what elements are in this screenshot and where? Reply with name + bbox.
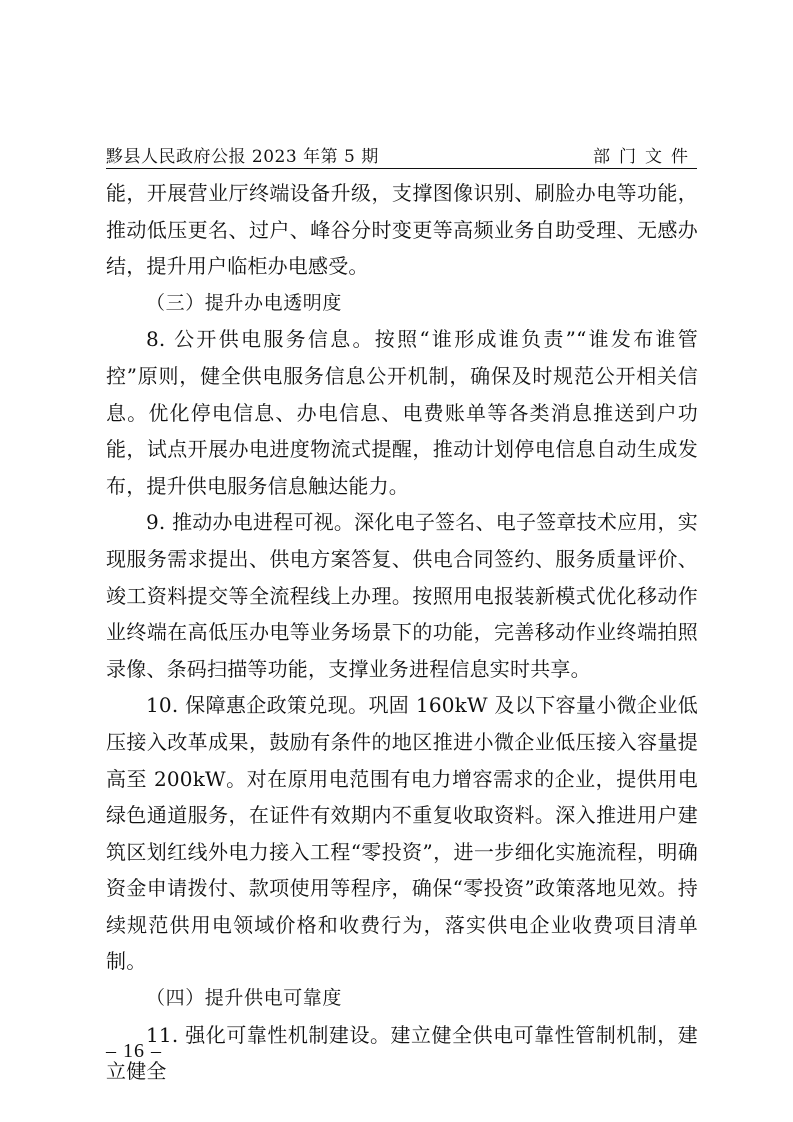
paragraph-item-8: 8. 公开供电服务信息。按照“谁形成谁负责”“谁发布谁管控”原则，健全供电服务信息公开机制，确保及时规范公开相关信息。优化停电信息、办电信息、电费账单等各类消息推送到户功能，试点开展办电进度物流式提醒，推动计划停电信息自动生成发布，提升供电服务信息触达能力。 xyxy=(106,327,698,498)
paragraph-continuation: 能，开展营业厅终端设备升级，支撑图像识别、刷脸办电等功能，推动低压更名、过户、峰谷分时变更等高频业务自助受理、无感办结，提升用户临柜办电感受。 xyxy=(106,181,698,279)
document-body xyxy=(106,175,698,1090)
bulletin-title: 黟县人民政府公报 2023 年第 5 期 xyxy=(106,147,379,167)
page-number: – 16 – xyxy=(106,1040,162,1062)
paragraph-item-11: 11. 强化可靠性机制建设。建立健全供电可靠性管制机制，建立健全 xyxy=(106,1022,698,1084)
paragraph-item-9: 9. 推动办电进程可视。深化电子签名、电子签章技术应用，实现服务需求提出、供电方案答复、供电合同签约、服务质量评价、竣工资料提交等全流程线上办理。按照用电报装新模式优化移动作业终端在高低压办电等业务场景下的功能，完善移动作业终端拍照录像、条码扫描等功能，支撑业务进程信息实时共享。 xyxy=(106,510,698,681)
page-header xyxy=(106,140,697,169)
section-label: 部门文件 xyxy=(593,147,697,167)
section-heading-4: （四）提升供电可靠度 xyxy=(146,987,343,1010)
paragraph-item-10: 10. 保障惠企政策兑现。巩固 160kW 及以下容量小微企业低压接入改革成果，鼓励有条件的地区推进小微企业低压接入容量提高至 200kW。对在原用电范围有电力增容需求的企业，提供用电绿色通道服务，在证件有效期内不重复收取资料。深入推进用户建筑区划红线外电力接入工程“零投资”，进一步细化实施流程，明确资金申请拨付、款项使用等程序，确保“零投资”政策落地见效。持续规范供用电领域价格和收费行为，落实供电企业收费项目清单制。 xyxy=(106,693,698,974)
section-heading-3: （三）提升办电透明度 xyxy=(146,291,343,314)
